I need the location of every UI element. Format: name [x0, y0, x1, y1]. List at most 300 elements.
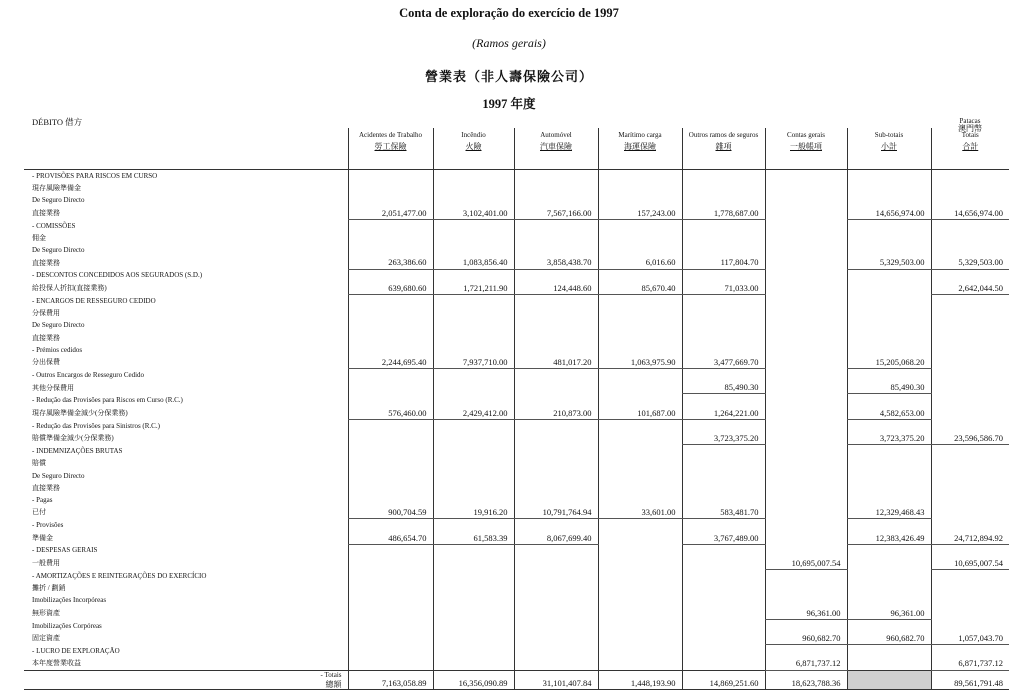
row-label: - Provisões [32, 521, 64, 530]
value-cell: 2,051,477.00 [348, 207, 433, 220]
table-row [24, 369, 1009, 382]
value-cell: 157,243.00 [598, 207, 682, 220]
value-cell [931, 294, 1009, 307]
table-row [24, 269, 1009, 282]
value-cell [348, 445, 433, 458]
value-cell [348, 607, 433, 620]
value-cell [847, 419, 931, 432]
row-label: 其他分保費用 [32, 383, 74, 392]
value-cell [514, 331, 598, 343]
value-cell [598, 445, 682, 458]
table-row [24, 331, 1009, 343]
table-row [24, 194, 1009, 206]
value-cell [348, 244, 433, 256]
value-cell: 3,858,438.70 [514, 256, 598, 269]
value-cell [765, 232, 847, 244]
value-cell [598, 182, 682, 194]
value-cell: 3,767,489.00 [682, 531, 765, 544]
totals-row [24, 670, 1009, 689]
value-cell [847, 344, 931, 356]
value-cell: 71,033.00 [682, 282, 765, 295]
value-cell [765, 482, 847, 494]
total-cell: 16,356,090.89 [433, 670, 514, 689]
value-cell [682, 519, 765, 532]
value-cell: 2,642,044.50 [931, 282, 1009, 295]
value-cell [765, 256, 847, 269]
value-cell [931, 170, 1009, 183]
value-cell [598, 557, 682, 570]
value-cell [931, 619, 1009, 632]
value-cell [847, 657, 931, 670]
value-cell [682, 244, 765, 256]
value-cell [931, 244, 1009, 256]
value-cell [514, 432, 598, 445]
value-cell [433, 632, 514, 645]
value-cell [433, 331, 514, 343]
value-cell [433, 170, 514, 183]
value-cell: 96,361.00 [765, 607, 847, 620]
value-cell: 14,656,974.00 [847, 207, 931, 220]
value-cell [765, 282, 847, 295]
value-cell [598, 244, 682, 256]
value-cell [682, 269, 765, 282]
value-cell [348, 319, 433, 331]
value-cell [514, 170, 598, 183]
value-cell: 10,695,007.54 [931, 557, 1009, 570]
value-cell [847, 645, 931, 658]
value-cell [682, 482, 765, 494]
value-cell [433, 619, 514, 632]
value-cell: 1,721,211.90 [433, 282, 514, 295]
value-cell [931, 394, 1009, 407]
table-row [24, 657, 1009, 670]
column-header [348, 128, 433, 170]
value-cell [514, 457, 598, 469]
value-cell [348, 544, 433, 557]
table-row [24, 219, 1009, 232]
row-label: 分保費用 [32, 309, 60, 318]
value-cell [931, 219, 1009, 232]
value-cell: 6,871,737.12 [931, 657, 1009, 670]
column-header-cn: 海運保險 [624, 142, 656, 151]
value-cell [598, 582, 682, 594]
value-cell [598, 307, 682, 319]
value-cell [348, 294, 433, 307]
totals-label [24, 670, 348, 689]
value-cell [598, 319, 682, 331]
table-row [24, 182, 1009, 194]
value-cell [433, 470, 514, 482]
value-cell [682, 619, 765, 632]
value-cell: 7,937,710.00 [433, 356, 514, 369]
value-cell [847, 544, 931, 557]
value-cell [514, 294, 598, 307]
value-cell [682, 331, 765, 343]
value-cell: 1,778,687.00 [682, 207, 765, 220]
row-label: 本年度營業收益 [32, 659, 81, 668]
row-label: 賠償 [32, 459, 46, 468]
total-cell [847, 670, 931, 689]
page-title-chinese: 營業表（非人壽保險公司） [424, 69, 593, 84]
value-cell [598, 494, 682, 506]
value-cell: 263,386.60 [348, 256, 433, 269]
value-cell [514, 657, 598, 670]
value-cell [682, 232, 765, 244]
value-cell [433, 269, 514, 282]
value-cell [514, 307, 598, 319]
value-cell [765, 244, 847, 256]
value-cell: 1,264,221.00 [682, 407, 765, 420]
value-cell [765, 207, 847, 220]
row-label: - PROVISÕES PARA RISCOS EM CURSO [32, 172, 158, 181]
table-row [24, 394, 1009, 407]
row-label: Imobilizações Incorpóreas [32, 596, 107, 605]
value-cell [514, 344, 598, 356]
value-cell [931, 594, 1009, 606]
row-label: 賠償準備金減少(分保業務) [32, 434, 114, 443]
value-cell [682, 582, 765, 594]
value-cell: 96,361.00 [847, 607, 931, 620]
value-cell [514, 570, 598, 583]
value-cell [931, 494, 1009, 506]
row-label: 已付 [32, 508, 46, 517]
row-label: - Prémios cedidos [32, 345, 83, 354]
table-row [24, 407, 1009, 420]
column-header [514, 128, 598, 170]
row-label: 直接業務 [32, 483, 60, 492]
value-cell [682, 294, 765, 307]
value-cell [765, 506, 847, 519]
value-cell [931, 607, 1009, 620]
row-label: - ENCARGOS DE RESSEGURO CEDIDO [32, 296, 156, 305]
total-cell: 89,561,791.48 [931, 670, 1009, 689]
row-label: 分出保費 [32, 358, 60, 367]
value-cell [847, 482, 931, 494]
value-cell [931, 232, 1009, 244]
table-row [24, 594, 1009, 606]
value-cell [598, 570, 682, 583]
value-cell [433, 307, 514, 319]
value-cell [514, 519, 598, 532]
value-cell [514, 182, 598, 194]
total-cell: 7,163,058.89 [348, 670, 433, 689]
table-row [24, 632, 1009, 645]
value-cell: 6,871,737.12 [765, 657, 847, 670]
value-cell [847, 470, 931, 482]
row-label: - LUCRO DE EXPLORAÇÃO [32, 646, 120, 655]
value-cell: 1,057,043.70 [931, 632, 1009, 645]
row-label: - Redução das Provisões para Sinistros (R.C.) [32, 421, 160, 430]
value-cell [847, 369, 931, 382]
value-cell [847, 282, 931, 295]
value-cell [682, 445, 765, 458]
value-cell [514, 319, 598, 331]
value-cell [514, 219, 598, 232]
value-cell [682, 219, 765, 232]
value-cell [847, 519, 931, 532]
value-cell [847, 232, 931, 244]
value-cell [931, 182, 1009, 194]
row-label: 佣金 [32, 234, 46, 243]
value-cell [682, 307, 765, 319]
value-cell [433, 494, 514, 506]
table-row [24, 344, 1009, 356]
value-cell [598, 457, 682, 469]
value-cell [682, 594, 765, 606]
value-cell: 10,791,764.94 [514, 506, 598, 519]
value-cell [682, 394, 765, 407]
value-cell [598, 531, 682, 544]
value-cell [847, 269, 931, 282]
value-cell [765, 445, 847, 458]
value-cell: 12,329,468.43 [847, 506, 931, 519]
value-cell [682, 419, 765, 432]
value-cell [765, 531, 847, 544]
row-label: 直接業務 [32, 208, 60, 217]
value-cell [433, 344, 514, 356]
value-cell [598, 381, 682, 394]
value-cell [433, 319, 514, 331]
column-header-cn: 小計 [881, 142, 897, 151]
value-cell [765, 570, 847, 583]
value-cell: 61,583.39 [433, 531, 514, 544]
value-cell [514, 544, 598, 557]
value-cell [847, 331, 931, 343]
value-cell [765, 619, 847, 632]
value-cell [348, 657, 433, 670]
column-header [847, 128, 931, 170]
value-cell [348, 632, 433, 645]
table-row [24, 356, 1009, 369]
operating-account-table [24, 128, 1009, 690]
value-cell [765, 419, 847, 432]
value-cell [433, 219, 514, 232]
value-cell [931, 519, 1009, 532]
column-header-pt: Totais [961, 131, 979, 139]
value-cell [598, 369, 682, 382]
value-cell [931, 570, 1009, 583]
value-cell [682, 607, 765, 620]
value-cell [433, 594, 514, 606]
value-cell [598, 544, 682, 557]
value-cell [433, 445, 514, 458]
value-cell [348, 519, 433, 532]
value-cell [348, 269, 433, 282]
column-header-pt: Sub-totais [874, 131, 904, 139]
value-cell [433, 369, 514, 382]
value-cell: 5,329,503.00 [931, 256, 1009, 269]
value-cell [348, 232, 433, 244]
value-cell [682, 369, 765, 382]
row-label: De Seguro Directo [32, 321, 85, 330]
value-cell [765, 394, 847, 407]
value-cell [433, 381, 514, 394]
value-cell [348, 194, 433, 206]
value-cell: 14,656,974.00 [931, 207, 1009, 220]
value-cell [348, 582, 433, 594]
value-cell [598, 432, 682, 445]
value-cell [931, 470, 1009, 482]
value-cell [847, 219, 931, 232]
value-cell: 583,481.70 [682, 506, 765, 519]
totals-label-pt: - Totais [320, 670, 342, 679]
value-cell [433, 457, 514, 469]
value-cell [514, 494, 598, 506]
value-cell [931, 356, 1009, 369]
value-cell [931, 457, 1009, 469]
value-cell [765, 194, 847, 206]
value-cell [765, 544, 847, 557]
table-row [24, 207, 1009, 220]
table-row [24, 494, 1009, 506]
table-row [24, 506, 1009, 519]
column-header-pt: Automóvel [540, 131, 572, 139]
table-row [24, 544, 1009, 557]
table-row [24, 531, 1009, 544]
row-label: Imobilizações Corpóreas [32, 621, 102, 630]
row-label: 一般費用 [32, 559, 60, 568]
value-cell [433, 244, 514, 256]
value-cell [598, 419, 682, 432]
value-cell [682, 657, 765, 670]
value-cell [433, 432, 514, 445]
currency-pt: Patacas [959, 117, 981, 125]
column-header-cn: 火險 [465, 142, 482, 151]
value-cell [514, 369, 598, 382]
value-cell [514, 381, 598, 394]
value-cell [931, 369, 1009, 382]
row-label: 攤折 / 劃銷 [32, 584, 66, 593]
value-cell [598, 470, 682, 482]
value-cell [514, 582, 598, 594]
row-label: - Redução das Provisões para Riscos em Curso (R.C.) [32, 396, 183, 405]
value-cell [433, 645, 514, 658]
value-cell [598, 344, 682, 356]
table-row [24, 256, 1009, 269]
value-cell [514, 645, 598, 658]
value-cell [682, 170, 765, 183]
value-cell: 960,682.70 [765, 632, 847, 645]
page-subtitle: (Ramos gerais) [472, 36, 546, 50]
value-cell [931, 194, 1009, 206]
table-row [24, 294, 1009, 307]
column-header-cn: 汽車保險 [540, 142, 572, 151]
value-cell [682, 457, 765, 469]
value-cell: 8,067,699.40 [514, 531, 598, 544]
row-label: 直接業務 [32, 333, 60, 342]
debit-label: DÉBITO 借方 [32, 117, 83, 127]
value-cell [598, 619, 682, 632]
value-cell [931, 331, 1009, 343]
value-cell [348, 494, 433, 506]
value-cell [847, 557, 931, 570]
column-header-cn: 雜項 [715, 142, 732, 151]
table-row [24, 519, 1009, 532]
value-cell [682, 344, 765, 356]
value-cell [765, 170, 847, 183]
value-cell: 900,704.59 [348, 506, 433, 519]
total-cell: 18,623,788.36 [765, 670, 847, 689]
value-cell [514, 632, 598, 645]
value-cell [598, 594, 682, 606]
value-cell [847, 244, 931, 256]
value-cell [433, 582, 514, 594]
value-cell: 117,804.70 [682, 256, 765, 269]
row-label: 直接業務 [32, 258, 60, 267]
value-cell [348, 594, 433, 606]
value-cell [765, 457, 847, 469]
value-cell: 85,490.30 [682, 381, 765, 394]
total-cell: 1,448,193.90 [598, 670, 682, 689]
table-row [24, 607, 1009, 620]
value-cell [682, 544, 765, 557]
value-cell: 10,695,007.54 [765, 557, 847, 570]
value-cell [765, 369, 847, 382]
value-cell [514, 244, 598, 256]
table-row [24, 307, 1009, 319]
value-cell [598, 194, 682, 206]
value-cell [348, 419, 433, 432]
value-cell: 576,460.00 [348, 407, 433, 420]
fiscal-year: 1997 年度 [482, 97, 536, 111]
value-cell [514, 557, 598, 570]
table-row [24, 619, 1009, 632]
value-cell: 101,687.00 [598, 407, 682, 420]
column-header-pt: Contas gerais [787, 131, 825, 139]
value-cell [598, 482, 682, 494]
value-cell [765, 470, 847, 482]
table-row [24, 432, 1009, 445]
value-cell [765, 319, 847, 331]
value-cell [847, 319, 931, 331]
value-cell: 3,723,375.20 [682, 432, 765, 445]
column-header [433, 128, 514, 170]
value-cell [765, 344, 847, 356]
value-cell [348, 457, 433, 469]
value-cell [598, 394, 682, 407]
value-cell [847, 594, 931, 606]
value-cell [598, 294, 682, 307]
value-cell [598, 170, 682, 183]
value-cell [765, 407, 847, 420]
column-header-cn: 合計 [962, 142, 979, 151]
value-cell [931, 407, 1009, 420]
value-cell [682, 570, 765, 583]
value-cell [847, 445, 931, 458]
table-row [24, 319, 1009, 331]
value-cell: 210,873.00 [514, 407, 598, 420]
value-cell [931, 269, 1009, 282]
value-cell [931, 344, 1009, 356]
value-cell [514, 419, 598, 432]
value-cell [348, 394, 433, 407]
value-cell [847, 170, 931, 183]
value-cell: 33,601.00 [598, 506, 682, 519]
value-cell [847, 307, 931, 319]
value-cell [847, 294, 931, 307]
value-cell: 12,383,426.49 [847, 531, 931, 544]
value-cell [765, 494, 847, 506]
value-cell [514, 269, 598, 282]
value-cell [598, 519, 682, 532]
column-header [598, 128, 682, 170]
value-cell [765, 645, 847, 658]
value-cell [847, 194, 931, 206]
value-cell [348, 470, 433, 482]
value-cell [514, 445, 598, 458]
value-cell [931, 445, 1009, 458]
table-row [24, 582, 1009, 594]
